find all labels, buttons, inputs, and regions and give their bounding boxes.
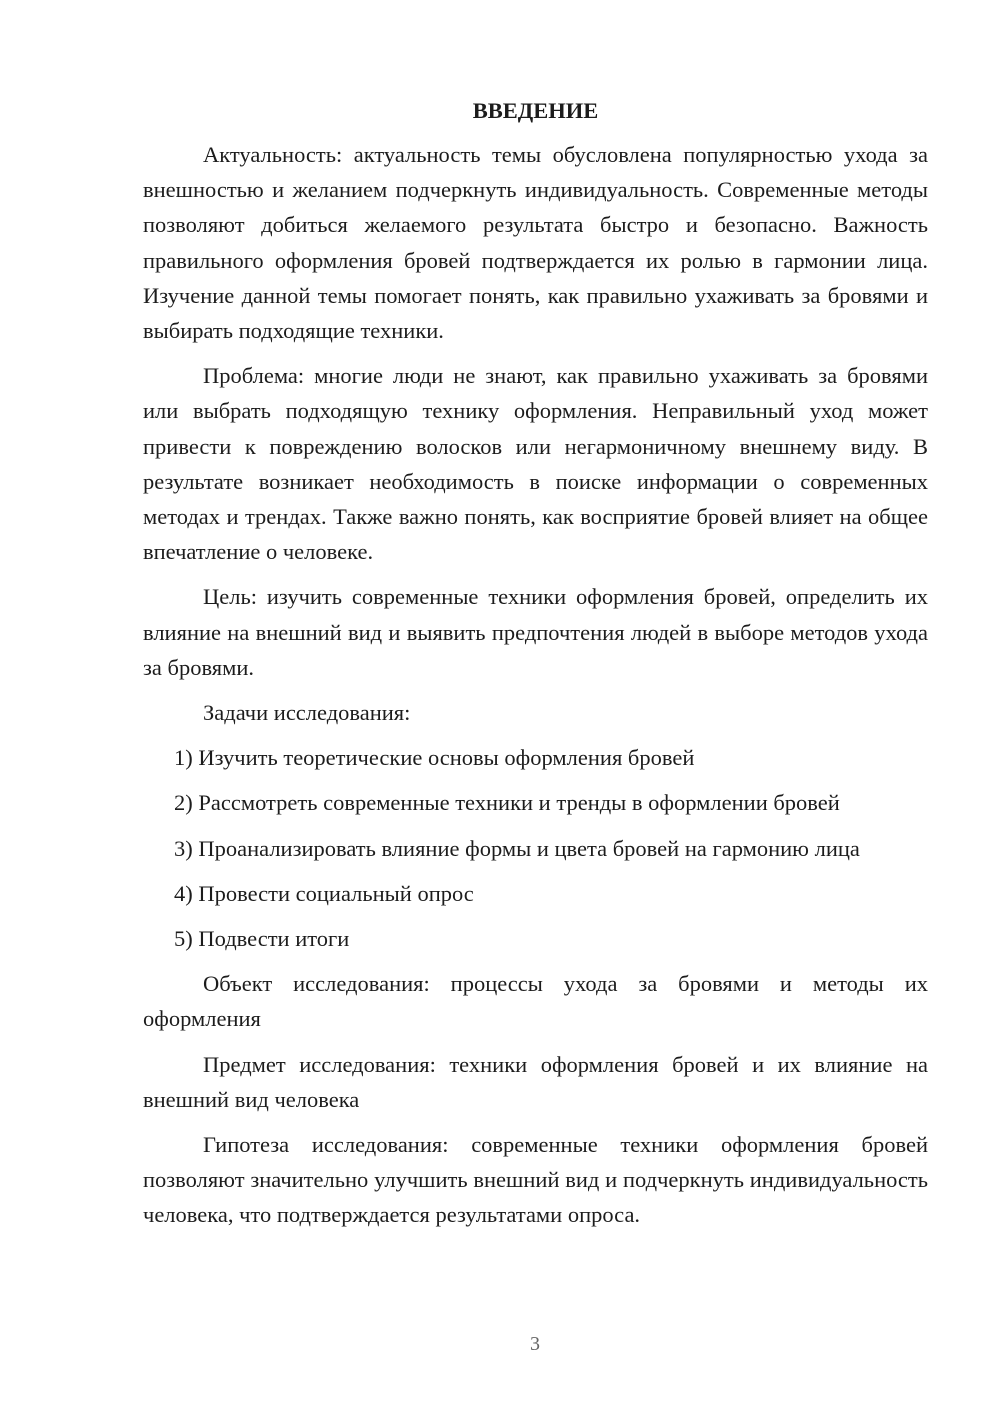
section-title: ВВЕДЕНИЕ <box>472 98 599 123</box>
goal-paragraph: Цель: изучить современные техники оформления бровей, определить их влияние на внешний вид и выявить предпочтения людей в выборе методов ухода за бровями. <box>143 584 928 680</box>
page-number: 3 <box>530 1333 540 1355</box>
page-content <box>143 96 928 1243</box>
problem-paragraph: Проблема: многие люди не знают, как правильно ухаживать за бровями или выбрать подходящую технику оформления. Неправильный уход может привести к повреждению волосков или негармоничному внешнему виду. В результате возникает необходимость в поиске информации о современных методах и трендах. Также важно понять, как восприятие бровей влияет на общее впечатление о человеке. <box>143 363 928 565</box>
relevance-paragraph: Актуальность: актуальность темы обусловлена популярностью ухода за внешностью и желанием подчеркнуть индивидуальность. Современные методы позволяют добиться желаемого результата быстро и безопасно. Важность правильного оформления бровей подтверждается их ролью в гармонии лица. Изучение данной темы помогает понять, как правильно ухаживать за бровями и выбирать подходящие техники. <box>143 142 928 344</box>
tasks-heading: Задачи исследования: <box>203 700 411 726</box>
hypothesis-paragraph: Гипотеза исследования: современные техники оформления бровей позволяют значительно улучшить внешний вид и подчеркнуть индивидуальность человека, что подтверждается результатами опроса. <box>143 1132 928 1228</box>
task-item-1: 1) Изучить теоретические основы оформления бровей <box>174 745 695 771</box>
task-item-2: 2) Рассмотреть современные техники и тренды в оформлении бровей <box>174 790 840 816</box>
subject-paragraph: Предмет исследования: техники оформления бровей и их влияние на внешний вид человека <box>143 1051 928 1112</box>
task-item-3: 3) Проанализировать влияние формы и цвета бровей на гармонию лица <box>174 835 860 861</box>
task-item-4: 4) Провести социальный опрос <box>174 880 474 906</box>
object-paragraph: Объект исследования: процессы ухода за бровями и методы их оформления <box>143 971 928 1032</box>
task-item-5: 5) Подвести итоги <box>174 926 350 952</box>
